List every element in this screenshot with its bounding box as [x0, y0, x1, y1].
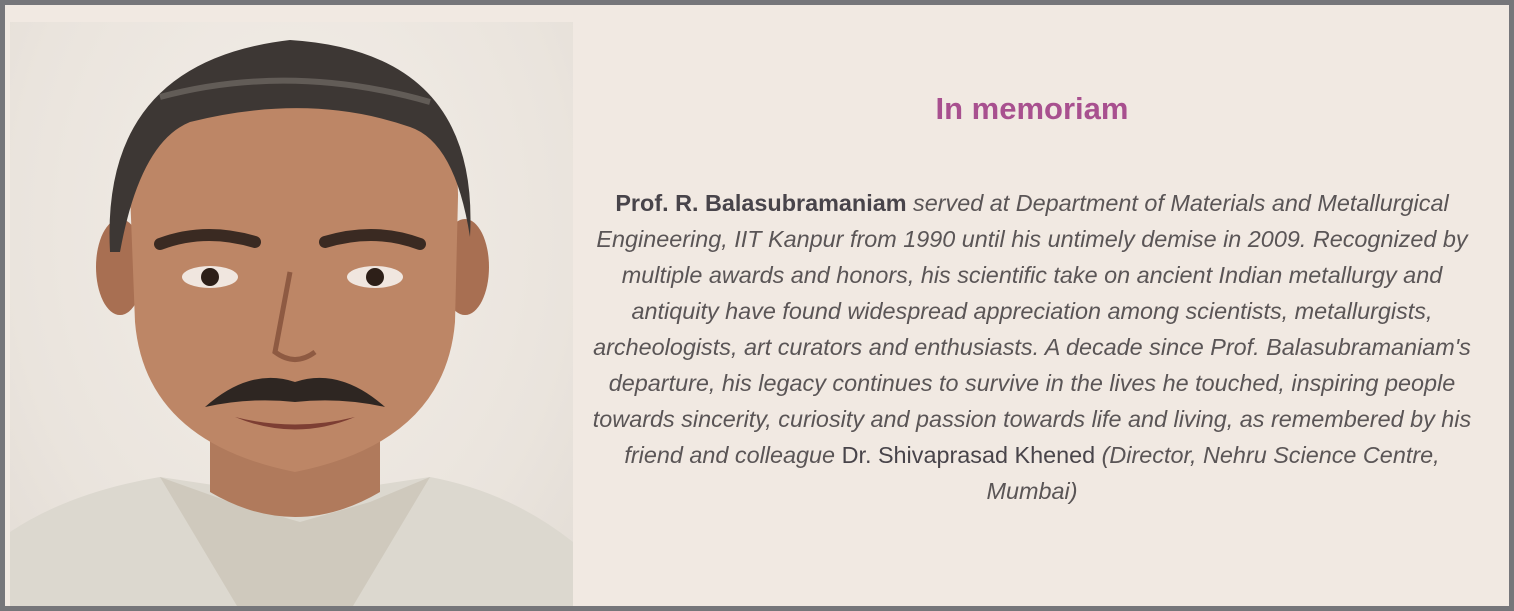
memorial-text-part-1: served at Department of Materials and Metallurgical Engineering, IIT Kanpur from 1990 until his untimely demise in 2009. Recognized by multiple awards and honors, his scientific take on ancient Indian metallurgy and antiquity have found widespread appreciation among scientists, metallurgists, archeologists, art curators and enthusiasts. A decade since Prof. Balasubramaniam's departure, his legacy continues to survive in the lives he touched, inspiring people towards sincerity, curiosity and passion towards life and living, as remembered by his friend and colleague	[592, 190, 1472, 468]
memorial-text-part-2: (Director, Nehru Science Centre, Mumbai)	[986, 442, 1440, 504]
memoriam-title: In memoriam	[935, 91, 1129, 126]
memorial-paragraph	[590, 185, 1474, 509]
portrait-photo	[10, 22, 573, 611]
honoree-name: Prof. R. Balasubramaniam	[615, 190, 907, 216]
colleague-name: Dr. Shivaprasad Khened	[841, 442, 1096, 468]
